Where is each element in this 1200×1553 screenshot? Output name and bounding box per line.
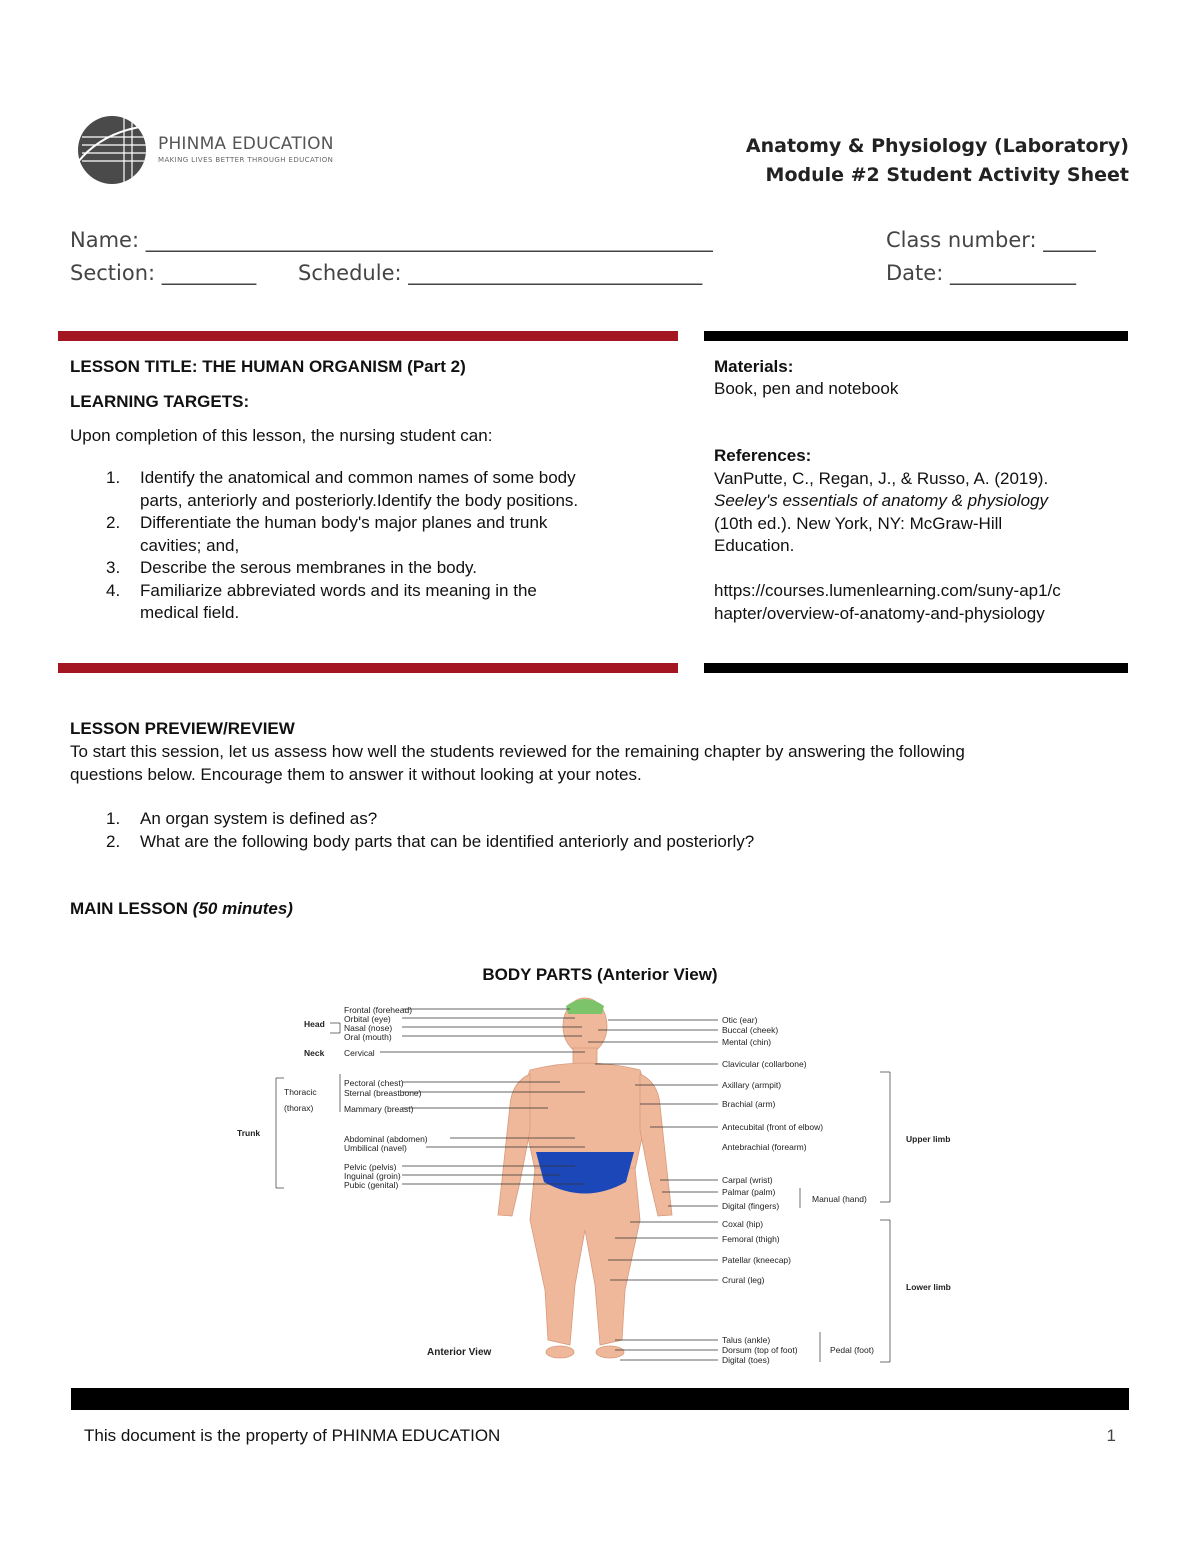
course-title: Anatomy & Physiology (Laboratory) [745, 135, 1129, 157]
label-otic: Otic (ear) [722, 1015, 758, 1025]
list-item: 1. An organ system is defined as? [106, 809, 378, 828]
materials-heading: Materials: [714, 357, 794, 376]
label-pubic: Pubic (genital) [344, 1180, 399, 1190]
label-patellar: Patellar (kneecap) [722, 1255, 791, 1265]
class-number-field[interactable]: Class number: _____ [886, 228, 1096, 252]
document-title [746, 132, 1129, 190]
references-heading: References: [714, 446, 812, 465]
figure-title: BODY PARTS (Anterior View) [482, 965, 718, 984]
section-field[interactable]: Section: _________ [70, 261, 257, 285]
label-brachial: Brachial (arm) [722, 1099, 776, 1109]
label-pelvic: Pelvic (pelvis) [344, 1162, 397, 1172]
top-left-divider [58, 331, 678, 341]
label-dorsum: Dorsum (top of foot) [722, 1345, 798, 1355]
reference-publisher: Education. [714, 536, 795, 555]
label-cervical: Cervical [344, 1048, 375, 1058]
group-head: Head [304, 1019, 325, 1029]
group-lower-limb: Lower limb [906, 1282, 951, 1292]
label-talus: Talus (ankle) [722, 1335, 771, 1345]
label-antecubital: Antecubital (front of elbow) [722, 1122, 824, 1132]
reference-book-title: Seeley's essentials of anatomy & physiology [714, 491, 1048, 510]
name-field[interactable]: Name: ______________________________________________________ [70, 228, 713, 252]
label-umbilical: Umbilical (navel) [344, 1143, 407, 1153]
label-digital-fingers: Digital (fingers) [722, 1201, 780, 1211]
label-clavicular: Clavicular (collarbone) [722, 1059, 807, 1069]
footer-text: This document is the property of PHINMA EDUCATION [84, 1426, 501, 1445]
body-parts-figure [230, 990, 970, 1370]
label-femoral: Femoral (thigh) [722, 1234, 780, 1244]
list-item: 3. Describe the serous membranes in the body. [106, 558, 478, 577]
preview-questions [70, 808, 1130, 853]
footer-bar [71, 1388, 1129, 1410]
label-nasal: Nasal (nose) [344, 1023, 393, 1033]
bottom-right-divider [704, 663, 1128, 673]
label-mental: Mental (chin) [722, 1037, 772, 1047]
label-frontal: Frontal (forehead) [344, 1005, 413, 1015]
label-pectoral: Pectoral (chest) [344, 1078, 404, 1088]
label-palmar: Palmar (palm) [722, 1187, 776, 1197]
reference-edition: (10th ed.). New York, NY: McGraw-Hill [714, 514, 1003, 533]
label-sternal: Sternal (breastbone) [344, 1088, 422, 1098]
date-field[interactable]: Date: ____________ [886, 261, 1076, 285]
list-item: 2. Differentiate the human body's major planes and trunk cavities; and, [106, 513, 548, 555]
group-upper-limb: Upper limb [906, 1134, 951, 1144]
group-trunk: Trunk [237, 1128, 261, 1138]
list-item: 2. What are the following body parts that can be identified anteriorly and posteriorly? [106, 831, 755, 851]
label-mammary: Mammary (breast) [344, 1104, 414, 1114]
main-lesson-duration: (50 minutes) [192, 899, 293, 918]
logo-tagline: MAKING LIVES BETTER THROUGH EDUCATION [158, 156, 334, 164]
group-manual: Manual (hand) [812, 1194, 867, 1204]
schedule-field[interactable]: Schedule: ____________________________ [298, 261, 703, 285]
page-number: 1 [1106, 1426, 1116, 1445]
label-digital-toes: Digital (toes) [722, 1355, 770, 1365]
label-coxal: Coxal (hip) [722, 1219, 764, 1229]
preview-heading: LESSON PREVIEW/REVIEW [70, 719, 295, 738]
reference-url-line2[interactable]: hapter/overview-of-anatomy-and-physiology [714, 604, 1045, 623]
label-orbital: Orbital (eye) [344, 1014, 391, 1024]
targets-intro: Upon completion of this lesson, the nursing student can: [70, 426, 493, 445]
preview-text-line1: To start this session, let us assess how well the students reviewed for the remaining chapter by answering the following [70, 742, 965, 761]
module-title: Module #2 Student Activity Sheet [765, 164, 1129, 186]
label-antebrachial: Antebrachial (forearm) [722, 1142, 807, 1152]
label-crural: Crural (leg) [722, 1275, 765, 1285]
label-inguinal: Inguinal (groin) [344, 1171, 401, 1181]
bottom-left-divider [58, 663, 678, 673]
top-right-divider [704, 331, 1128, 341]
label-buccal: Buccal (cheek) [722, 1025, 779, 1035]
learning-targets-list [70, 467, 680, 625]
label-oral: Oral (mouth) [344, 1032, 392, 1042]
figure-view-label: Anterior View [427, 1347, 492, 1358]
group-thoracic: Thoracic [284, 1087, 317, 1097]
lesson-title: LESSON TITLE: THE HUMAN ORGANISM (Part 2) [70, 357, 466, 376]
logo-name: PHINMA EDUCATION [158, 134, 334, 154]
group-neck: Neck [304, 1048, 325, 1058]
preview-text-line2: questions below. Encourage them to answer it without looking at your notes. [70, 765, 642, 784]
label-abdominal: Abdominal (abdomen) [344, 1134, 428, 1144]
group-pedal: Pedal (foot) [830, 1345, 874, 1355]
group-thorax: (thorax) [284, 1103, 314, 1113]
label-axillary: Axillary (armpit) [722, 1080, 782, 1090]
materials-text: Book, pen and notebook [714, 379, 899, 398]
list-item: 1. Identify the anatomical and common names of some body parts, anteriorly and posteriorly.Identify the body positions. [106, 468, 579, 510]
reference-author: VanPutte, C., Regan, J., & Russo, A. (2019). [714, 469, 1049, 488]
reference-url-line1[interactable]: https://courses.lumenlearning.com/suny-ap1/c [714, 581, 1061, 600]
learning-targets-heading: LEARNING TARGETS: [70, 392, 250, 411]
list-item: 4. Familiarize abbreviated words and its meaning in the medical field. [106, 580, 537, 622]
label-carpal: Carpal (wrist) [722, 1175, 773, 1185]
main-lesson-heading: MAIN LESSON (50 minutes) [70, 899, 293, 918]
